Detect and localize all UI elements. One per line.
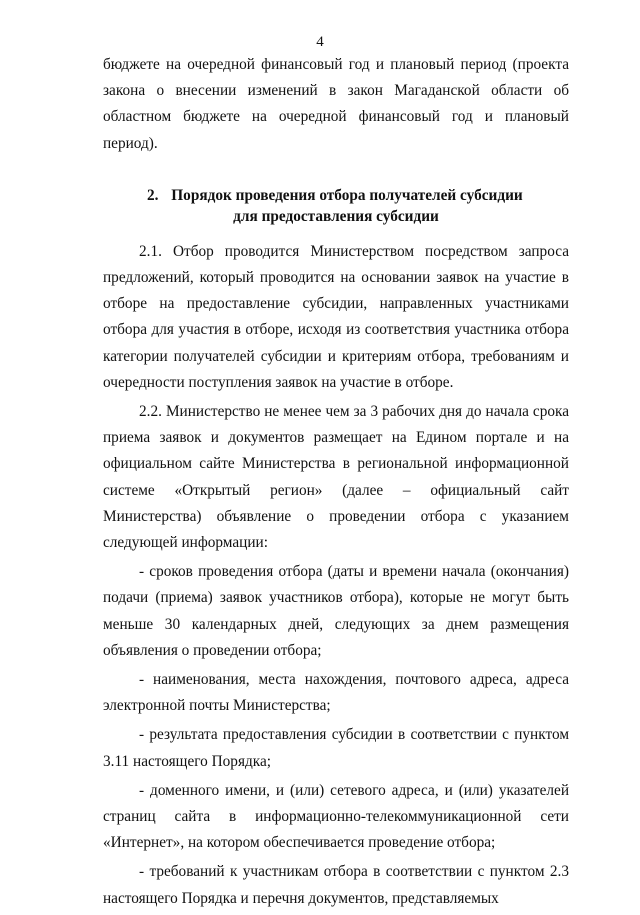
list-item-result: - результата предоставления субсидии в соответствии с пунктом 3.11 настоящего Порядка; bbox=[103, 726, 569, 770]
page-number: 4 bbox=[316, 34, 324, 50]
section-title-line-1: Порядок проведения отбора получателей субсидии bbox=[171, 186, 523, 204]
section-title-line-2: для предоставления субсидии bbox=[233, 207, 439, 225]
document-body bbox=[103, 52, 569, 915]
paragraph-2-1: 2.1. Отбор проводится Министерством посредством запроса предложений, который проводится на основании заявок на участие в отборе на предоставление субсидии, направленных участниками отбора для участия в отборе, исходя из соответствия участника отбора категории получателей субсидии и критериям отбора, требованиям и очередности поступления заявок на участие в отборе. bbox=[103, 242, 569, 391]
list-item-domain: - доменного имени, и (или) сетевого адреса, и (или) указателей страниц сайта в информационно-телекоммуникационной сети «Интернет», на котором обеспечивается проведение отбора; bbox=[103, 781, 569, 852]
intro-paragraph: бюджете на очередной финансовый год и плановый период (проекта закона о внесении изменений в закон Магаданской области об областном бюджете на очередной финансовый год и плановый период). bbox=[103, 56, 569, 152]
paragraph-2-2: 2.2. Министерство не менее чем за 3 рабочих дня до начала срока приема заявок и документов размещает на Едином портале и на официальном сайте Министерства в региональной информационной системе «Открытый регион» (далее – официальный сайт Министерства) объявление о проведении отбора с указанием следующей информации: bbox=[103, 403, 569, 552]
list-item-ministry-address: - наименования, места нахождения, почтового адреса, адреса электронной почты Министерства; bbox=[103, 671, 569, 715]
section-number: 2. bbox=[147, 186, 159, 204]
section-heading bbox=[103, 185, 569, 227]
list-item-deadlines: - сроков проведения отбора (даты и времени начала (окончания) подачи (приема) заявок участников отбора), которые не могут быть меньше 30 календарных дней, следующих за днем размещения объявления о проведении отбора; bbox=[103, 563, 569, 659]
list-item-requirements: - требований к участникам отбора в соответствии с пунктом 2.3 настоящего Порядка и перечня документов, представляемых bbox=[103, 863, 569, 907]
